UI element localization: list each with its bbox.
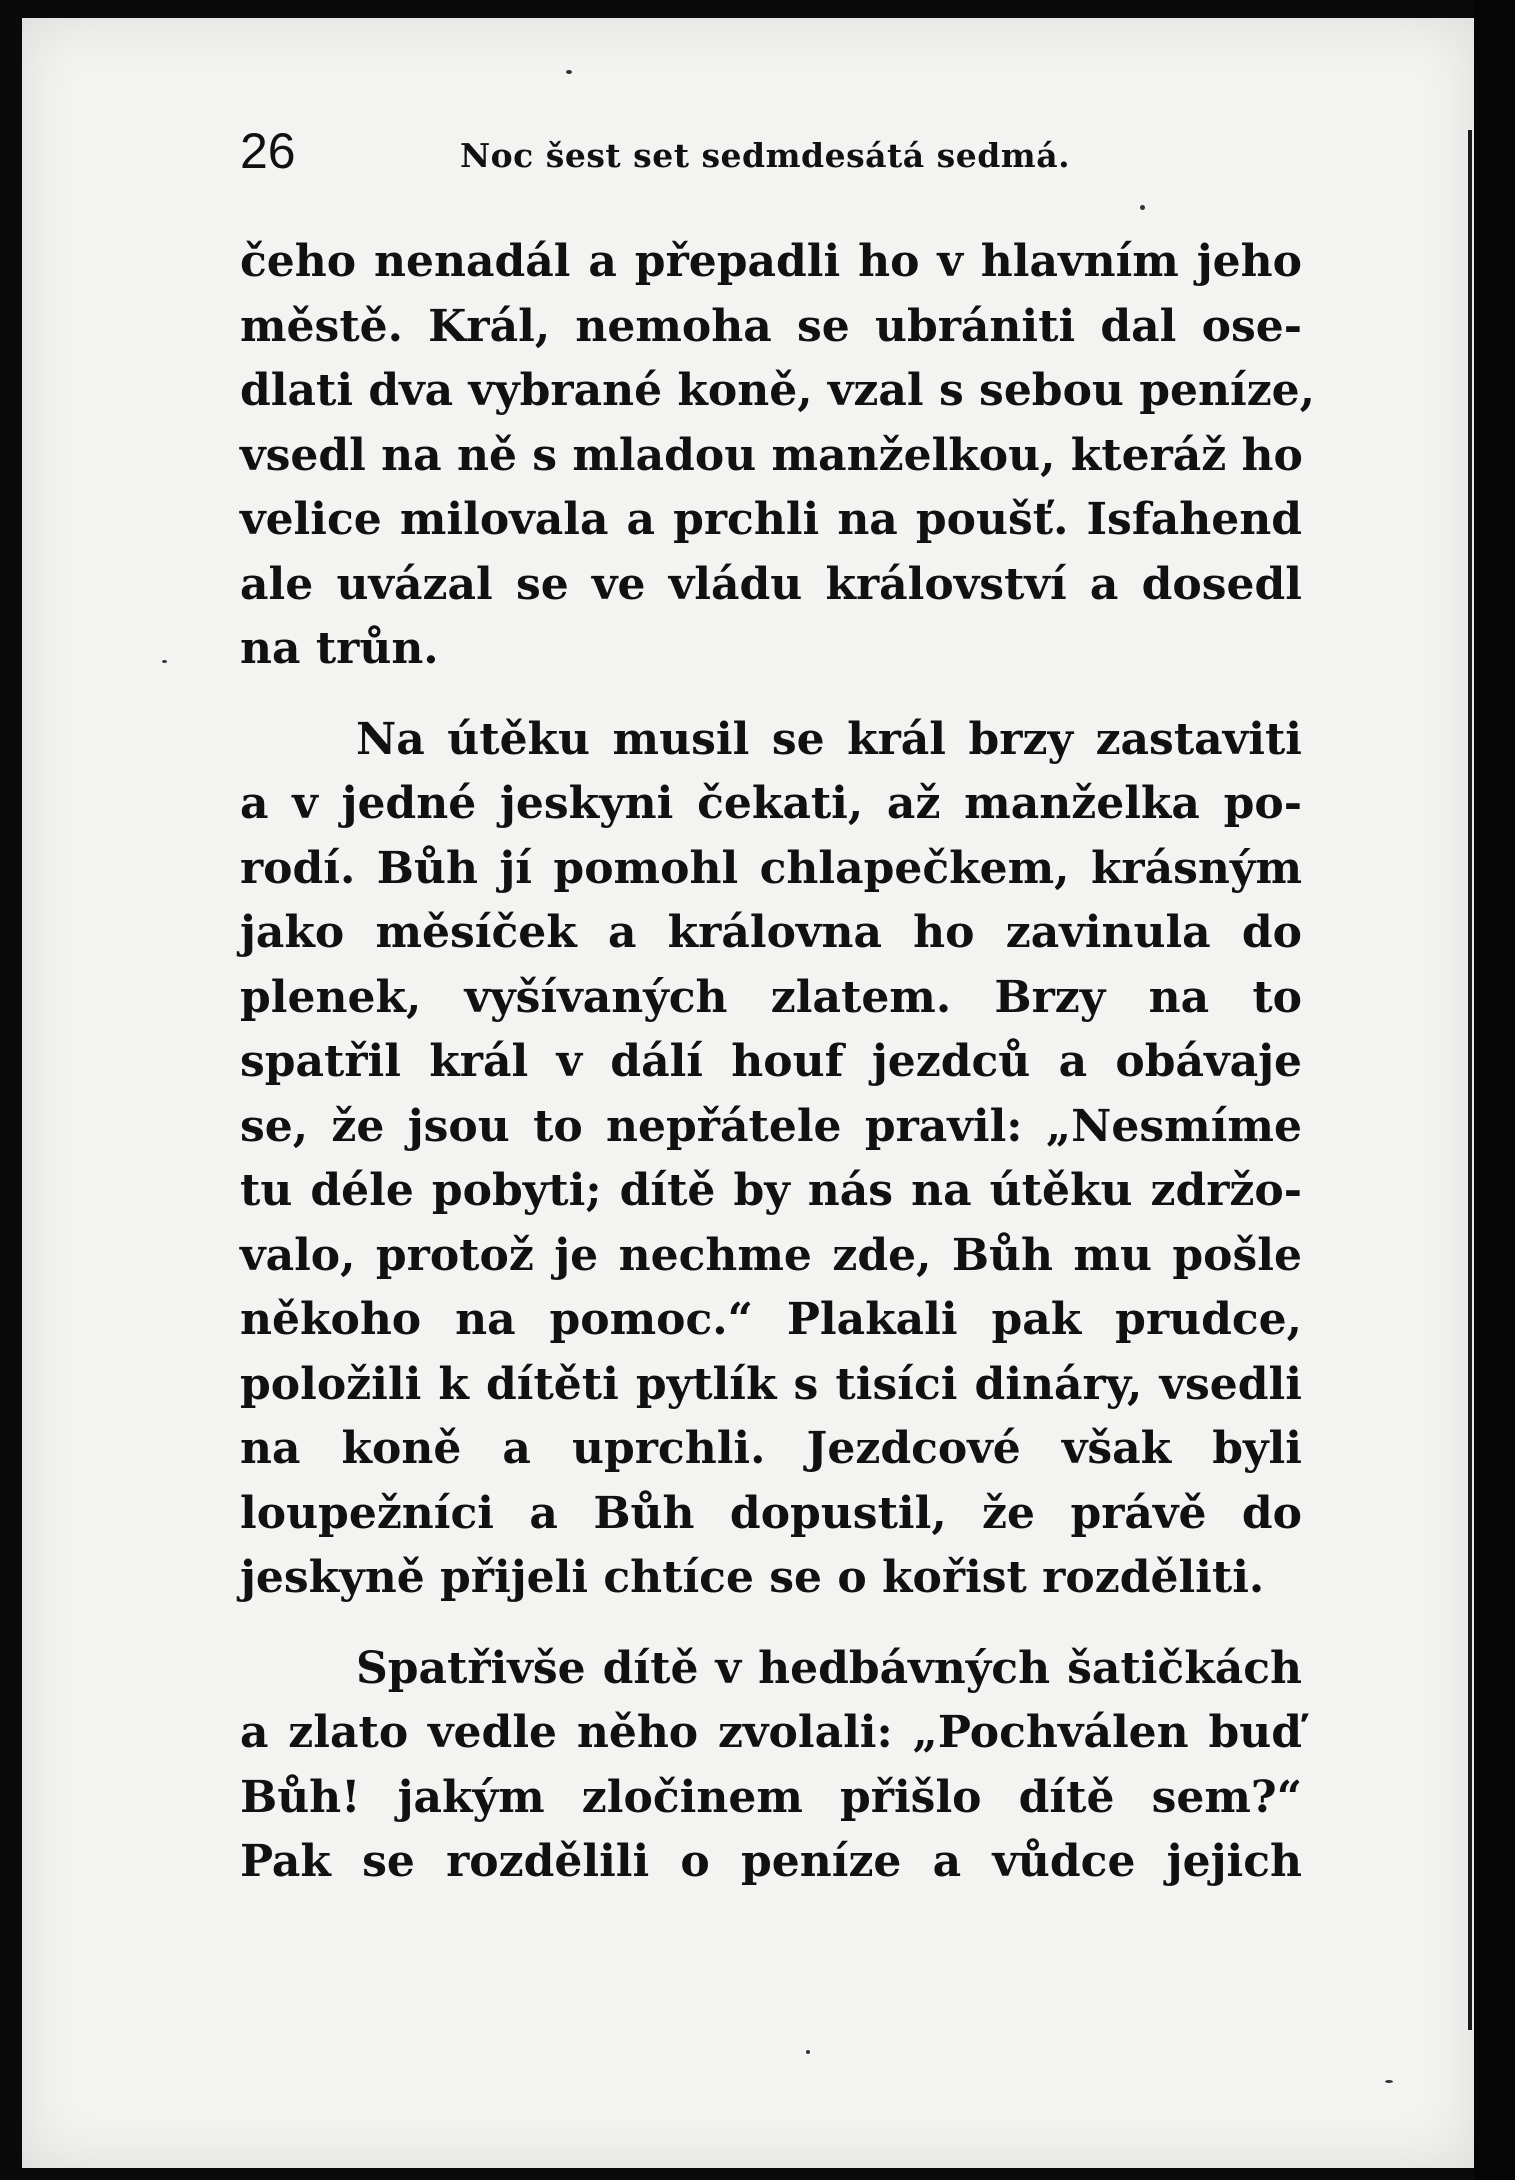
text-line: Pak se rozdělili o peníze a vůdce jejich [240,1836,1302,1887]
text-line: položili k dítěti pytlík s tisíci dináry, vsedli [240,1358,1302,1410]
running-head: Noc šest set sedmdesátá sedmá. [460,136,1071,175]
paragraph-3 [240,1637,1302,1895]
text-line: loupežníci a Bůh dopustil, že právě do [240,1487,1302,1539]
text-line: valo, protož je nechme zde, Bůh mu pošle [240,1229,1302,1281]
text-line: na trůn. [240,623,439,674]
text-line: na koně a uprchli. Jezdcové však byli [240,1423,1302,1474]
paragraph-1 [240,230,1315,682]
text-line: a v jedné jeskyni čekati, až manželka po- [240,778,1302,829]
text-line: městě. Král, nemoha se ubrániti dal ose- [240,300,1302,352]
text-line: Na útěku musil se král brzy zastaviti [356,713,1302,765]
text-line: se, že jsou to nepřátele pravil: „Nesmíme [240,1100,1302,1152]
text-line: čeho nenadál a přepadli ho v hlavním jeho [240,236,1302,287]
text-line: a zlato vedle něho zvolali: „Pochválen buď [240,1707,1302,1758]
page-edge-line [1468,130,1472,2030]
scan-border [1474,0,1515,2180]
text-line: velice milovala a prchli na poušť. Isfahend [240,494,1302,545]
text-line: vsedl na ně s mladou manželkou, kteráž ho [240,429,1303,481]
text-line: dlati dva vybrané koně, vzal s sebou peníze, [240,365,1315,416]
text-line: ale uvázal se ve vládu království a dosedl [240,558,1302,610]
body-text [240,230,1315,1921]
text-line: někoho na pomoc.“ Plakali pak prudce, [240,1294,1302,1345]
text-line: Spatřivše dítě v hedbávných šatičkách [356,1642,1302,1694]
paragraph-2 [240,708,1302,1611]
scan-speck [162,660,167,663]
scan-speck [1385,2080,1393,2083]
text-line: Bůh! jakým zločinem přišlo dítě sem?“ [240,1771,1302,1823]
text-line: spatřil král v dálí houf jezdců a obávaje [240,1036,1302,1087]
text-line: jako měsíček a královna ho zavinula do [240,907,1302,958]
page-header [240,122,1300,182]
scan-speck [806,2050,810,2054]
page-number: 26 [240,123,296,179]
scan-speck [1140,205,1145,210]
text-line: plenek, vyšívaných zlatem. Brzy na to [240,971,1302,1023]
scan-speck [566,70,572,74]
text-line: jeskyně přijeli chtíce se o kořist rozděliti. [240,1552,1265,1603]
text-line: rodí. Bůh jí pomohl chlapečkem, krásným [240,842,1302,894]
text-line: tu déle pobyti; dítě by nás na útěku zdržo- [240,1165,1302,1216]
